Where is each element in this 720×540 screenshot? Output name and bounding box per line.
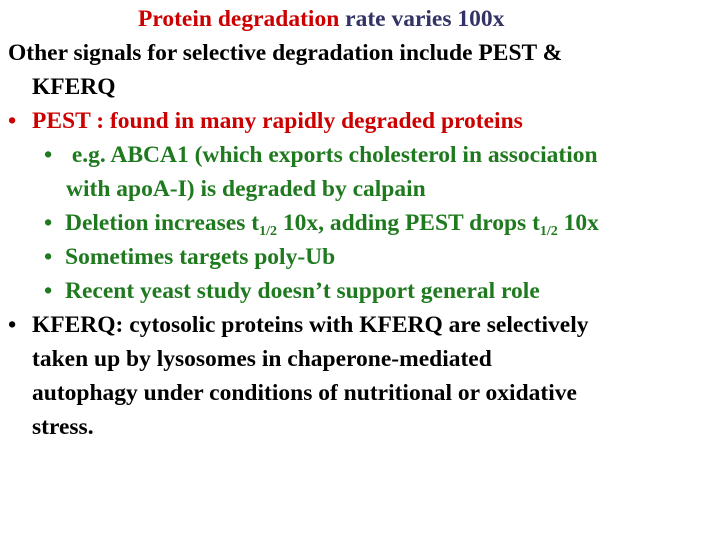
- bullet-pest: [8, 108, 523, 135]
- half-life-subscript: 1/2: [539, 224, 558, 239]
- bullet-marker: •: [44, 210, 53, 236]
- kferq-line-4: stress.: [32, 414, 94, 440]
- title-highlight: Protein degradation: [138, 6, 340, 32]
- bullet-marker: •: [44, 278, 53, 304]
- intro-line-2: KFERQ: [32, 74, 116, 100]
- bullet-kferq: [8, 312, 589, 339]
- intro-line-1: Other signals for selective degradation include PEST &: [8, 40, 563, 66]
- bullet-marker: •: [8, 108, 17, 134]
- kferq-line-1: KFERQ: cytosolic proteins with KFERQ are selectively: [32, 312, 589, 338]
- sub-bullet-yeast-text: Recent yeast study doesn’t support general role: [65, 278, 540, 304]
- deletion-text-3: 10x: [557, 210, 599, 236]
- sub-bullet-poly-ub-text: Sometimes targets poly-Ub: [65, 244, 336, 270]
- sub-bullet-abca1-line-1: e.g. ABCA1 (which exports cholesterol in association: [66, 142, 598, 168]
- bullet-pest-label: PEST : found in many rapidly degraded proteins: [32, 108, 523, 134]
- title-rest: rate varies 100x: [339, 6, 505, 32]
- half-life-subscript: 1/2: [259, 224, 277, 239]
- sub-bullet-abca1-line-2: with apoA-I) is degraded by calpain: [66, 176, 426, 202]
- sub-bullet-poly-ub: [44, 244, 335, 271]
- deletion-text-2: 10x, adding PEST drops t: [276, 210, 540, 236]
- sub-bullet-yeast: [44, 278, 540, 305]
- sub-bullet-abca1: [44, 142, 598, 169]
- slide-title: [138, 6, 504, 33]
- deletion-text-1: Deletion increases t: [65, 210, 260, 236]
- sub-bullet-deletion: [44, 210, 599, 237]
- bullet-marker: •: [44, 142, 53, 168]
- bullet-marker: •: [44, 244, 53, 270]
- bullet-marker: •: [8, 312, 17, 338]
- kferq-line-3: autophagy under conditions of nutritional or oxidative: [32, 380, 577, 406]
- kferq-line-2: taken up by lysosomes in chaperone-mediated: [32, 346, 492, 372]
